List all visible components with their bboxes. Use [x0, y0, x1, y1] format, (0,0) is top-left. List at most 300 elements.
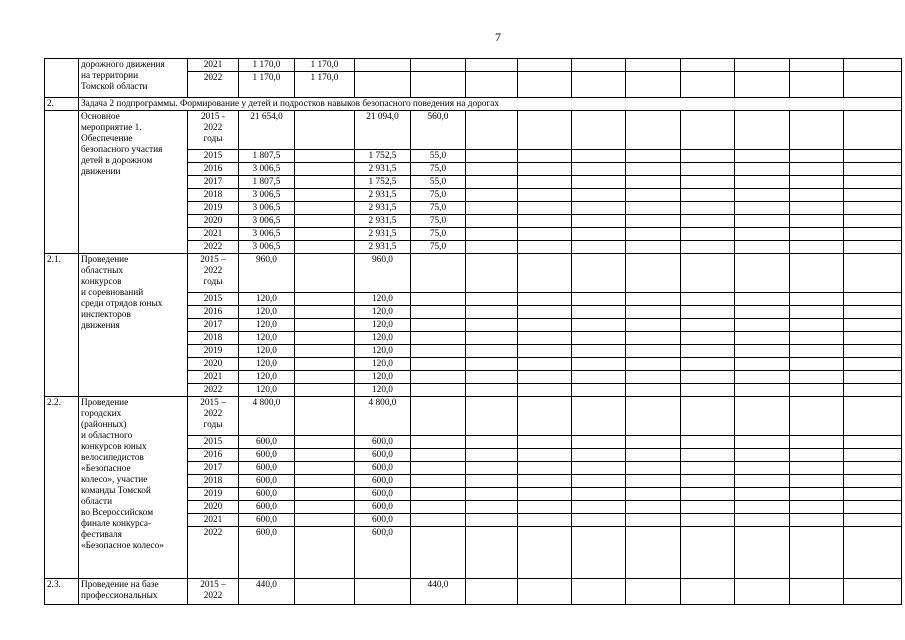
year-cell: 2022	[188, 384, 239, 397]
top-empty-cell	[518, 59, 572, 72]
empty-cell	[411, 345, 466, 358]
empty-cell	[295, 449, 355, 462]
total-empty-cell	[572, 397, 626, 436]
empty-cell	[411, 319, 466, 332]
year-empty-cell	[735, 371, 790, 384]
section-total-row	[45, 397, 902, 436]
year-empty-cell	[790, 488, 844, 501]
year-cell: 2017	[188, 462, 239, 475]
year-empty-cell	[790, 371, 844, 384]
empty-cell	[295, 358, 355, 371]
activity-name-line: Обеспечение	[81, 134, 133, 144]
empty-cell	[295, 397, 355, 436]
year-empty-cell	[626, 384, 681, 397]
activity-name-line: фестиваля	[81, 530, 122, 540]
amount-cell: 2 931,5	[355, 202, 411, 215]
year-empty-cell	[572, 150, 626, 163]
total-amount-cell: 960,0	[239, 254, 295, 293]
amount-cell: 1 752,5	[355, 176, 411, 189]
year-empty-cell	[466, 384, 518, 397]
empty-cell	[411, 475, 466, 488]
empty-cell	[295, 228, 355, 241]
year-empty-cell	[844, 332, 902, 345]
empty-cell	[295, 501, 355, 514]
year-empty-cell	[735, 176, 790, 189]
year-empty-cell	[844, 449, 902, 462]
amount-cell: 2 931,5	[355, 189, 411, 202]
amount-cell: 120,0	[239, 345, 295, 358]
table-row	[45, 59, 902, 72]
empty-cell	[411, 501, 466, 514]
empty-cell	[295, 527, 355, 579]
year-empty-cell	[626, 163, 681, 176]
empty-cell	[295, 384, 355, 397]
empty-cell	[411, 332, 466, 345]
year-empty-cell	[790, 319, 844, 332]
amount-cell: 1 170,0	[295, 72, 355, 98]
year-empty-cell	[626, 358, 681, 371]
period-cell	[188, 111, 239, 150]
total-amount-cell: 440,0	[411, 579, 466, 605]
year-empty-cell	[681, 358, 735, 371]
amount-cell: 75,0	[411, 163, 466, 176]
activity-name-line: команды Томской	[81, 486, 151, 496]
year-empty-cell	[626, 189, 681, 202]
year-empty-cell	[626, 501, 681, 514]
year-empty-cell	[844, 488, 902, 501]
top-empty-cell	[572, 59, 626, 72]
year-empty-cell	[790, 501, 844, 514]
activity-name-line: области	[81, 497, 113, 507]
year-empty-cell	[844, 371, 902, 384]
year-cell: 2019	[188, 345, 239, 358]
total-amount-cell: 4 800,0	[355, 397, 411, 436]
year-empty-cell	[518, 358, 572, 371]
year-empty-cell	[626, 462, 681, 475]
amount-cell: 120,0	[239, 293, 295, 306]
year-empty-cell	[572, 384, 626, 397]
year-empty-cell	[466, 189, 518, 202]
activity-name-line: инспекторов	[81, 310, 131, 320]
total-empty-cell	[681, 111, 735, 150]
year-empty-cell	[844, 176, 902, 189]
total-empty-cell	[681, 579, 735, 605]
year-empty-cell	[518, 163, 572, 176]
year-empty-cell	[790, 384, 844, 397]
empty-cell	[411, 371, 466, 384]
amount-cell: 600,0	[239, 501, 295, 514]
amount-cell: 600,0	[355, 449, 411, 462]
year-empty-cell	[844, 436, 902, 449]
year-empty-cell	[681, 228, 735, 241]
empty-cell	[411, 306, 466, 319]
year-empty-cell	[518, 228, 572, 241]
activity-name-cell	[79, 111, 188, 254]
empty-cell	[295, 241, 355, 254]
amount-cell: 3 006,5	[239, 202, 295, 215]
year-empty-cell	[626, 241, 681, 254]
activity-name-line: колесо», участие	[81, 475, 148, 485]
period-line: годы	[203, 420, 223, 430]
year-empty-cell	[518, 332, 572, 345]
empty-cell	[411, 449, 466, 462]
year-empty-cell	[626, 228, 681, 241]
year-empty-cell	[790, 332, 844, 345]
activity-name-cell	[79, 579, 188, 605]
amount-cell: 120,0	[239, 306, 295, 319]
year-empty-cell	[626, 371, 681, 384]
year-empty-cell	[466, 202, 518, 215]
year-empty-cell	[626, 176, 681, 189]
amount-cell: 120,0	[239, 319, 295, 332]
top-empty-cell	[735, 59, 790, 72]
total-empty-cell	[518, 111, 572, 150]
amount-cell: 3 006,5	[239, 228, 295, 241]
year-empty-cell	[735, 293, 790, 306]
total-empty-cell	[466, 254, 518, 293]
year-empty-cell	[681, 345, 735, 358]
amount-cell: 600,0	[355, 462, 411, 475]
total-empty-cell	[735, 397, 790, 436]
total-empty-cell	[790, 254, 844, 293]
amount-cell: 600,0	[355, 475, 411, 488]
total-empty-cell	[518, 397, 572, 436]
activity-name-line: городских	[81, 409, 122, 419]
year-empty-cell	[681, 436, 735, 449]
year-empty-cell	[518, 241, 572, 254]
amount-cell: 55,0	[411, 176, 466, 189]
period-cell	[188, 254, 239, 293]
empty-cell	[295, 332, 355, 345]
year-empty-cell	[681, 319, 735, 332]
activity-name-line: «Безопасное колесо»	[81, 541, 164, 551]
year-empty-cell	[466, 319, 518, 332]
year-empty-cell	[790, 176, 844, 189]
year-empty-cell	[735, 488, 790, 501]
empty-cell	[411, 488, 466, 501]
amount-cell: 120,0	[355, 384, 411, 397]
year-empty-cell	[518, 449, 572, 462]
period-line: 2022	[203, 591, 223, 601]
year-empty-cell	[681, 150, 735, 163]
empty-cell	[295, 436, 355, 449]
year-cell: 2015	[188, 150, 239, 163]
year-empty-cell	[626, 436, 681, 449]
year-empty-cell	[466, 332, 518, 345]
year-empty-cell	[735, 215, 790, 228]
year-empty-cell	[790, 462, 844, 475]
year-empty-cell	[735, 514, 790, 527]
top-empty-cell	[355, 72, 411, 98]
activity-name-line: дорожного движения	[81, 60, 165, 70]
year-cell: 2018	[188, 475, 239, 488]
year-empty-cell	[518, 488, 572, 501]
top-empty-cell	[411, 59, 466, 72]
year-empty-cell	[844, 319, 902, 332]
year-empty-cell	[572, 462, 626, 475]
amount-cell: 600,0	[355, 514, 411, 527]
amount-cell: 120,0	[355, 293, 411, 306]
year-empty-cell	[518, 215, 572, 228]
year-empty-cell	[844, 189, 902, 202]
year-cell: 2018	[188, 189, 239, 202]
period-line: 2015 –	[200, 255, 226, 265]
year-empty-cell	[735, 358, 790, 371]
year-empty-cell	[466, 488, 518, 501]
section-number-cell: 2.1.	[45, 254, 79, 397]
empty-cell	[411, 293, 466, 306]
total-empty-cell	[466, 111, 518, 150]
empty-cell	[295, 475, 355, 488]
total-amount-cell: 21 094,0	[355, 111, 411, 150]
top-empty-cell	[518, 72, 572, 98]
year-empty-cell	[466, 475, 518, 488]
empty-cell	[295, 488, 355, 501]
activity-name-line: и областного	[81, 431, 133, 441]
year-empty-cell	[572, 293, 626, 306]
year-cell: 2020	[188, 358, 239, 371]
year-empty-cell	[518, 176, 572, 189]
year-empty-cell	[735, 501, 790, 514]
year-empty-cell	[572, 241, 626, 254]
year-empty-cell	[518, 202, 572, 215]
activity-name-cell	[79, 59, 188, 98]
year-empty-cell	[572, 514, 626, 527]
amount-cell: 120,0	[355, 358, 411, 371]
amount-cell: 2 931,5	[355, 228, 411, 241]
activity-name-line: и соревнований	[81, 288, 144, 298]
year-empty-cell	[572, 332, 626, 345]
year-cell: 2017	[188, 176, 239, 189]
amount-cell: 2 931,5	[355, 215, 411, 228]
year-empty-cell	[466, 371, 518, 384]
period-line: 2022	[203, 266, 223, 276]
year-empty-cell	[790, 436, 844, 449]
empty-cell	[411, 384, 466, 397]
activity-name-line: во Всероссийском	[81, 508, 154, 518]
year-cell: 2020	[188, 501, 239, 514]
year-empty-cell	[681, 241, 735, 254]
top-empty-cell	[626, 72, 681, 98]
year-empty-cell	[735, 319, 790, 332]
year-empty-cell	[681, 527, 735, 579]
empty-cell	[295, 254, 355, 293]
amount-cell: 120,0	[355, 332, 411, 345]
activity-name-line: Проведение	[81, 398, 129, 408]
year-empty-cell	[572, 319, 626, 332]
year-empty-cell	[572, 449, 626, 462]
top-empty-cell	[411, 72, 466, 98]
top-empty-cell	[790, 72, 844, 98]
year-empty-cell	[572, 215, 626, 228]
total-empty-cell	[518, 579, 572, 605]
year-empty-cell	[518, 345, 572, 358]
year-empty-cell	[735, 332, 790, 345]
year-empty-cell	[626, 514, 681, 527]
amount-cell: 75,0	[411, 202, 466, 215]
year-empty-cell	[735, 475, 790, 488]
section-total-row	[45, 254, 902, 293]
total-empty-cell	[626, 579, 681, 605]
total-empty-cell	[844, 254, 902, 293]
year-empty-cell	[844, 215, 902, 228]
year-empty-cell	[518, 189, 572, 202]
year-empty-cell	[681, 384, 735, 397]
year-empty-cell	[790, 293, 844, 306]
task-title-cell: Задача 2 подпрограммы. Формирование у детей и подростков навыков безопасного поведения на дорогах	[79, 98, 902, 111]
total-empty-cell	[626, 254, 681, 293]
year-empty-cell	[466, 501, 518, 514]
year-empty-cell	[790, 163, 844, 176]
amount-cell: 1 170,0	[239, 72, 295, 98]
total-empty-cell	[626, 111, 681, 150]
activity-name-line: среди отрядов юных	[81, 299, 163, 309]
amount-cell: 1 170,0	[295, 59, 355, 72]
year-empty-cell	[626, 202, 681, 215]
amount-cell: 3 006,5	[239, 163, 295, 176]
year-empty-cell	[626, 215, 681, 228]
empty-cell	[355, 579, 411, 605]
year-empty-cell	[626, 332, 681, 345]
total-empty-cell	[844, 579, 902, 605]
year-empty-cell	[518, 293, 572, 306]
empty-cell	[295, 306, 355, 319]
amount-cell: 75,0	[411, 215, 466, 228]
activity-name-line: (районных)	[81, 420, 127, 430]
amount-cell: 600,0	[239, 436, 295, 449]
year-empty-cell	[572, 228, 626, 241]
year-empty-cell	[466, 514, 518, 527]
section-total-row	[45, 579, 902, 605]
year-empty-cell	[735, 462, 790, 475]
empty-cell	[295, 462, 355, 475]
period-line: годы	[203, 277, 223, 287]
year-empty-cell	[518, 436, 572, 449]
amount-cell: 600,0	[239, 449, 295, 462]
empty-cell	[295, 202, 355, 215]
task-number-cell: 2.	[45, 98, 79, 111]
year-empty-cell	[572, 527, 626, 579]
empty-cell	[295, 111, 355, 150]
year-empty-cell	[735, 189, 790, 202]
year-empty-cell	[518, 319, 572, 332]
year-empty-cell	[572, 501, 626, 514]
year-empty-cell	[626, 306, 681, 319]
top-empty-cell	[735, 72, 790, 98]
amount-cell: 120,0	[239, 371, 295, 384]
empty-cell	[295, 215, 355, 228]
year-empty-cell	[681, 449, 735, 462]
year-empty-cell	[790, 449, 844, 462]
top-empty-cell	[790, 59, 844, 72]
year-empty-cell	[735, 345, 790, 358]
amount-cell: 1 807,5	[239, 176, 295, 189]
amount-cell: 2 931,5	[355, 163, 411, 176]
year-empty-cell	[466, 449, 518, 462]
amount-cell: 600,0	[355, 527, 411, 579]
year-empty-cell	[844, 228, 902, 241]
empty-cell	[295, 345, 355, 358]
year-cell: 2018	[188, 332, 239, 345]
top-empty-cell	[844, 59, 902, 72]
year-empty-cell	[844, 501, 902, 514]
year-empty-cell	[844, 527, 902, 579]
year-cell: 2022	[188, 241, 239, 254]
amount-cell: 55,0	[411, 150, 466, 163]
year-empty-cell	[681, 514, 735, 527]
activity-name-line: безопасного участия	[81, 145, 163, 155]
total-empty-cell	[735, 254, 790, 293]
total-amount-cell: 560,0	[411, 111, 466, 150]
year-empty-cell	[844, 462, 902, 475]
top-empty-cell	[681, 59, 735, 72]
activity-name-cell	[79, 254, 188, 397]
empty-cell	[295, 319, 355, 332]
year-empty-cell	[518, 514, 572, 527]
year-empty-cell	[466, 163, 518, 176]
empty-cell	[411, 527, 466, 579]
year-empty-cell	[626, 488, 681, 501]
section-total-row	[45, 111, 902, 150]
empty-cell	[295, 189, 355, 202]
empty-cell	[295, 163, 355, 176]
year-empty-cell	[466, 527, 518, 579]
amount-cell: 75,0	[411, 241, 466, 254]
year-empty-cell	[572, 475, 626, 488]
period-line: 2015 -	[200, 112, 225, 122]
year-empty-cell	[466, 306, 518, 319]
year-empty-cell	[572, 202, 626, 215]
amount-cell: 600,0	[239, 488, 295, 501]
year-cell: 2021	[188, 514, 239, 527]
period-line: годы	[203, 134, 223, 144]
year-empty-cell	[844, 293, 902, 306]
budget-table	[44, 58, 902, 605]
amount-cell: 120,0	[355, 319, 411, 332]
year-empty-cell	[844, 241, 902, 254]
total-amount-cell: 440,0	[239, 579, 295, 605]
top-empty-cell	[355, 59, 411, 72]
year-empty-cell	[844, 514, 902, 527]
empty-cell	[411, 254, 466, 293]
year-empty-cell	[681, 371, 735, 384]
activity-name-line: Основное	[81, 112, 120, 122]
year-empty-cell	[790, 475, 844, 488]
year-empty-cell	[844, 150, 902, 163]
year-empty-cell	[626, 150, 681, 163]
section-number-cell: 2.3.	[45, 579, 79, 605]
amount-cell: 600,0	[239, 514, 295, 527]
year-empty-cell	[518, 501, 572, 514]
year-empty-cell	[790, 306, 844, 319]
year-cell: 2016	[188, 449, 239, 462]
empty-cell	[411, 397, 466, 436]
activity-name-line: движения	[81, 321, 120, 331]
year-empty-cell	[518, 527, 572, 579]
year-empty-cell	[681, 202, 735, 215]
year-empty-cell	[790, 189, 844, 202]
year-cell: 2019	[188, 202, 239, 215]
page-number: 7	[495, 30, 501, 44]
activity-name-line: Проведение на базе	[81, 580, 159, 590]
period-cell	[188, 397, 239, 436]
year-empty-cell	[572, 345, 626, 358]
total-empty-cell	[790, 397, 844, 436]
empty-cell	[295, 514, 355, 527]
year-empty-cell	[844, 358, 902, 371]
year-empty-cell	[681, 176, 735, 189]
total-empty-cell	[790, 111, 844, 150]
